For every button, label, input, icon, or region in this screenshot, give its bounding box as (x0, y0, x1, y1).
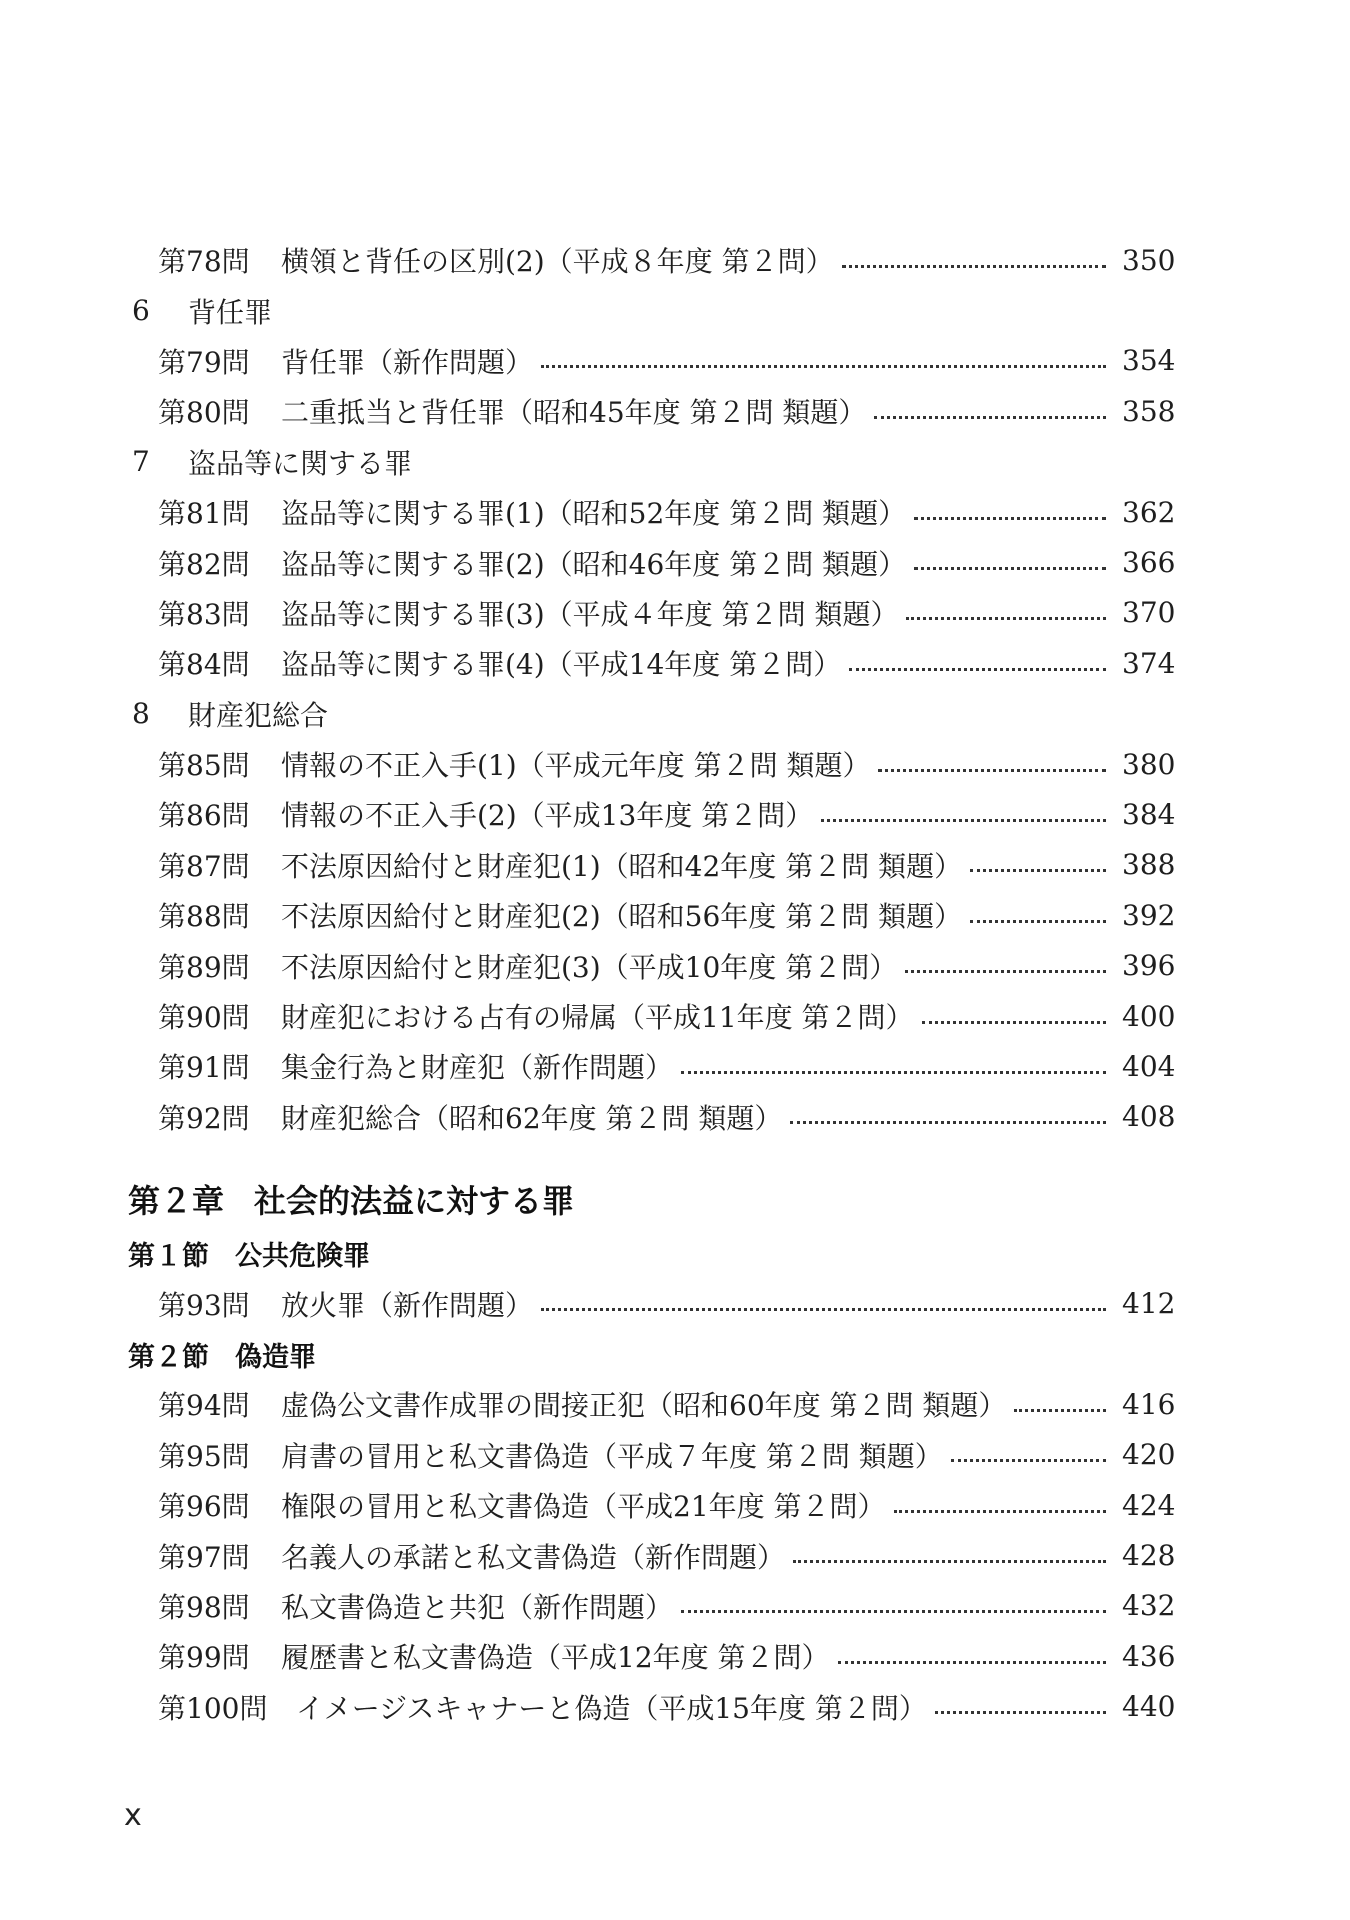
folio-page-marker: x (124, 1798, 142, 1833)
toc-entry-q92[interactable] (0, 1092, 1176, 1142)
node-title: 公共危険罪 (235, 1240, 370, 1272)
dot-leader (790, 1121, 1106, 1124)
page-number: 424 (1122, 1488, 1176, 1522)
dot-leader (970, 920, 1106, 923)
page-number: 384 (1122, 797, 1176, 831)
page-number: 350 (1122, 243, 1176, 277)
toc-entry-q81[interactable] (0, 487, 1176, 537)
dot-leader (878, 769, 1106, 772)
toc-entry-q93[interactable] (0, 1278, 1176, 1328)
question-number: 第82問 (158, 547, 250, 581)
question-number: 第80問 (158, 396, 250, 430)
page-number: 404 (1122, 1049, 1176, 1083)
dot-leader (793, 1560, 1106, 1563)
question-title: 不法原因給付と財産犯(1)（昭和42年度 第２問 類題） (281, 849, 963, 883)
node-number: 第１節 (128, 1240, 209, 1272)
page-number: 400 (1122, 999, 1176, 1033)
toc-entry-q84[interactable] (0, 638, 1176, 688)
question-number: 第88問 (158, 900, 250, 934)
toc-entry-q96[interactable] (0, 1480, 1176, 1530)
dot-leader (874, 416, 1106, 419)
question-title: 財産犯総合（昭和62年度 第２問 類題） (281, 1101, 783, 1135)
page-number: 358 (1122, 394, 1176, 428)
question-title: 背任罪（新作問題） (281, 345, 534, 379)
question-number: 第86問 (158, 799, 250, 833)
page-number: 366 (1122, 546, 1176, 580)
question-title: 二重抵当と背任罪（昭和45年度 第２問 類題） (281, 396, 867, 430)
page-number: 354 (1122, 344, 1176, 378)
question-number: 第96問 (158, 1490, 250, 1524)
table-of-contents (0, 235, 1350, 1732)
question-title: 履歴書と私文書偽造（平成12年度 第２問） (281, 1641, 830, 1675)
question-number: 第94問 (158, 1389, 250, 1423)
node-title: 偽造罪 (235, 1341, 316, 1373)
dot-leader (821, 819, 1106, 822)
page-number: 428 (1122, 1539, 1176, 1573)
page-number: 370 (1122, 596, 1176, 630)
question-number: 第89問 (158, 950, 250, 984)
chapter-title: 社会的法益に対する罪 (254, 1182, 575, 1221)
question-title: 盗品等に関する罪(3)（平成４年度 第２問 類題） (281, 597, 899, 631)
section-number: 6 (132, 294, 150, 328)
toc-section-6[interactable] (0, 285, 1350, 335)
dot-leader (1014, 1409, 1106, 1412)
toc-node-2[interactable] (0, 1329, 1350, 1379)
question-number: 第99問 (158, 1641, 250, 1675)
toc-entry-q91[interactable] (0, 1041, 1176, 1091)
toc-entry-q80[interactable] (0, 386, 1176, 436)
question-title: 情報の不正入手(2)（平成13年度 第２問） (281, 799, 814, 833)
question-title: 横領と背任の区別(2)（平成８年度 第２問） (281, 245, 834, 279)
section-title: 盗品等に関する罪 (188, 446, 413, 480)
question-number: 第79問 (158, 345, 250, 379)
question-title: 権限の冒用と私文書偽造（平成21年度 第２問） (281, 1490, 886, 1524)
question-title: 不法原因給付と財産犯(3)（平成10年度 第２問） (281, 950, 898, 984)
dot-leader (935, 1711, 1106, 1714)
toc-entry-q97[interactable] (0, 1530, 1176, 1580)
toc-entry-q82[interactable] (0, 537, 1176, 587)
page-number: 432 (1122, 1589, 1176, 1623)
toc-entry-q79[interactable] (0, 336, 1176, 386)
toc-entry-q94[interactable] (0, 1379, 1176, 1429)
question-title: 財産犯における占有の帰属（平成11年度 第２問） (281, 1001, 914, 1035)
node-number: 第２節 (128, 1341, 209, 1373)
question-number: 第87問 (158, 849, 250, 883)
question-title: 情報の不正入手(1)（平成元年度 第２問 類題） (281, 749, 871, 783)
toc-entry-q83[interactable] (0, 588, 1176, 638)
dot-leader (849, 668, 1106, 671)
question-number: 第90問 (158, 1001, 250, 1035)
page-number: 408 (1122, 1100, 1176, 1134)
section-number: 7 (132, 445, 150, 479)
question-title: 私文書偽造と共犯（新作問題） (281, 1590, 674, 1624)
toc-chapter-2[interactable] (0, 1170, 1350, 1228)
question-number: 第83問 (158, 597, 250, 631)
section-title: 背任罪 (188, 295, 273, 329)
question-number: 第81問 (158, 497, 250, 531)
dot-leader (838, 1661, 1106, 1664)
dot-leader (541, 1308, 1106, 1311)
question-title: 肩書の冒用と私文書偽造（平成７年度 第２問 類題） (281, 1439, 943, 1473)
dot-leader (922, 1021, 1106, 1024)
page-number: 380 (1122, 747, 1176, 781)
page-number: 396 (1122, 949, 1176, 983)
toc-entry-q95[interactable] (0, 1430, 1176, 1480)
question-number: 第95問 (158, 1439, 250, 1473)
page-number: 362 (1122, 495, 1176, 529)
section-title: 財産犯総合 (188, 698, 329, 732)
question-number: 第97問 (158, 1540, 250, 1574)
dot-leader (681, 1610, 1106, 1613)
dot-leader (914, 567, 1106, 570)
question-title: 虚偽公文書作成罪の間接正犯（昭和60年度 第２問 類題） (281, 1389, 1007, 1423)
toc-entry-q86[interactable] (0, 789, 1176, 839)
question-title: 盗品等に関する罪(4)（平成14年度 第２問） (281, 648, 842, 682)
toc-entry-q99[interactable] (0, 1631, 1176, 1681)
toc-entry-q98[interactable] (0, 1581, 1176, 1631)
question-title: 盗品等に関する罪(2)（昭和46年度 第２問 類題） (281, 547, 907, 581)
page-number: 392 (1122, 898, 1176, 932)
page-number: 374 (1122, 646, 1176, 680)
dot-leader (906, 617, 1106, 620)
question-number: 第91問 (158, 1051, 250, 1085)
question-number: 第85問 (158, 749, 250, 783)
dot-leader (842, 265, 1106, 268)
question-number: 第93問 (158, 1288, 250, 1322)
question-number: 第84問 (158, 648, 250, 682)
question-number: 第98問 (158, 1590, 250, 1624)
question-number: 第100問 (158, 1691, 268, 1725)
dot-leader (951, 1459, 1106, 1462)
section-number: 8 (132, 697, 150, 731)
toc-node-1[interactable] (0, 1228, 1350, 1278)
question-number: 第78問 (158, 245, 250, 279)
toc-entry-q100[interactable] (0, 1682, 1176, 1732)
question-title: 不法原因給付と財産犯(2)（昭和56年度 第２問 類題） (281, 900, 963, 934)
page-number: 388 (1122, 848, 1176, 882)
dot-leader (914, 517, 1106, 520)
chapter-number: 第２章 (128, 1182, 225, 1221)
question-title: 放火罪（新作問題） (281, 1288, 534, 1322)
toc-entry-q88[interactable] (0, 890, 1176, 940)
toc-entry-q90[interactable] (0, 991, 1176, 1041)
page-number: 420 (1122, 1438, 1176, 1472)
toc-entry-q87[interactable] (0, 840, 1176, 890)
question-title: 集金行為と財産犯（新作問題） (281, 1051, 674, 1085)
toc-section-8[interactable] (0, 689, 1350, 739)
toc-entry-q89[interactable] (0, 940, 1176, 990)
question-title: イメージスキャナーと偽造（平成15年度 第２問） (296, 1691, 927, 1725)
question-title: 盗品等に関する罪(1)（昭和52年度 第２問 類題） (281, 497, 907, 531)
question-title: 名義人の承諾と私文書偽造（新作問題） (281, 1540, 786, 1574)
toc-entry-q78[interactable] (0, 235, 1176, 285)
toc-entry-q85[interactable] (0, 739, 1176, 789)
dot-leader (894, 1510, 1106, 1513)
question-number: 第92問 (158, 1101, 250, 1135)
page-number: 436 (1122, 1639, 1176, 1673)
page-number: 412 (1122, 1287, 1176, 1321)
toc-section-7[interactable] (0, 437, 1350, 487)
page-number: 440 (1122, 1690, 1176, 1724)
page-number: 416 (1122, 1387, 1176, 1421)
dot-leader (541, 365, 1106, 368)
dot-leader (905, 970, 1106, 973)
dot-leader (970, 869, 1106, 872)
dot-leader (681, 1071, 1106, 1074)
